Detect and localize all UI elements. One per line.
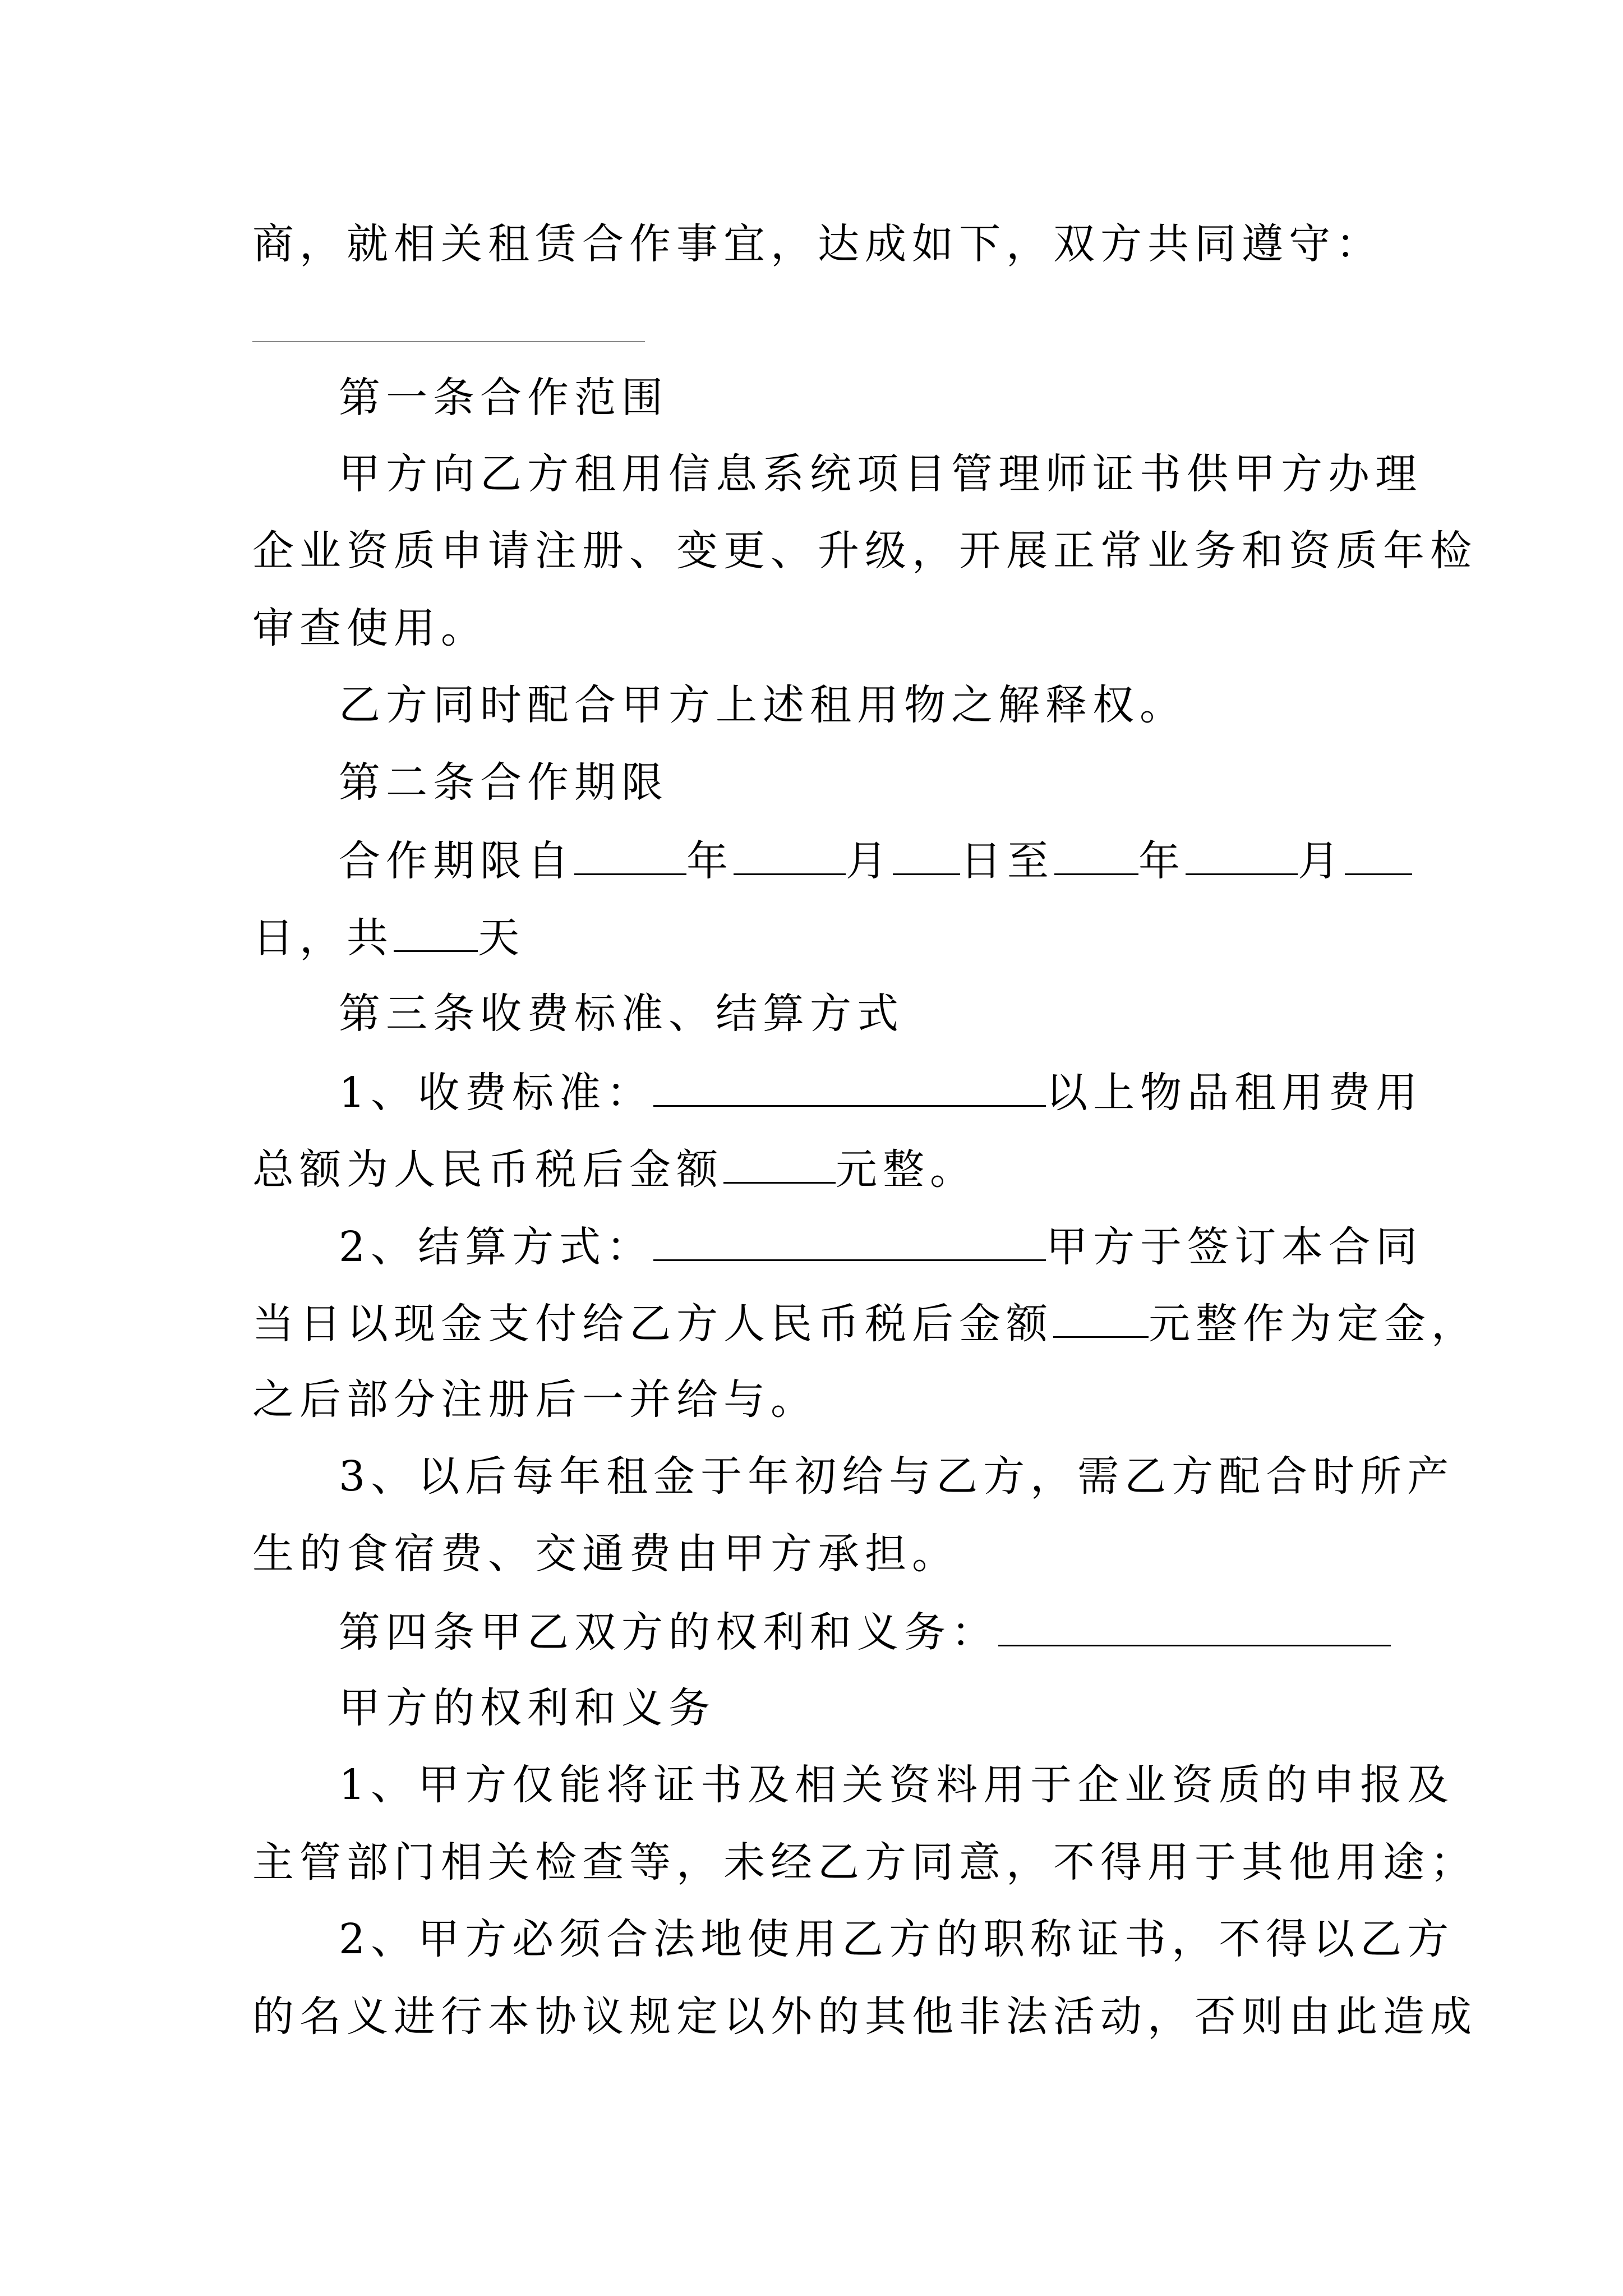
blank-field (1053, 1301, 1149, 1338)
term-text: 年 (1138, 837, 1186, 885)
paragraph-line: 的名义进行本协议规定以外的其他非法活动，否则由此造成 (252, 1993, 1477, 2041)
paragraph-line: 3、以后每年租金于年初给与乙方，需乙方配合时所产 (339, 1452, 1455, 1501)
term-text: 甲方于签订本合同 (1046, 1223, 1423, 1271)
term-text: 合作期限自 (339, 837, 574, 885)
article-4-heading (339, 1608, 1477, 1657)
paragraph-line: 2、甲方必须合法地使用乙方的职称证书，不得以乙方 (339, 1915, 1455, 1963)
term-period-line (339, 837, 1477, 885)
settlement-line (339, 1223, 1477, 1271)
term-text: 总额为人民币税后金额 (252, 1145, 723, 1194)
section-heading: 甲方的权利和义务 (339, 1684, 716, 1732)
fee-standard-line (339, 1069, 1477, 1117)
blank-field (394, 915, 478, 952)
paragraph-line: 主管部门相关检查等，未经乙方同意，不得用于其他用途； (252, 1838, 1477, 1887)
article-2-heading: 第二条合作期限 (339, 758, 668, 807)
term-text: 2、结算方式： (339, 1223, 654, 1271)
fee-standard-line (252, 1145, 1391, 1194)
term-text: 日至 (960, 837, 1054, 885)
term-text: 1、收费标准： (339, 1069, 654, 1117)
article-3-heading: 第三条收费标准、结算方式 (339, 990, 904, 1038)
blank-field (893, 839, 960, 875)
article-1-heading: 第一条合作范围 (339, 374, 668, 422)
term-text: 月 (846, 837, 893, 885)
term-text: 当日以现金支付给乙方人民币税后金额 (252, 1300, 1053, 1348)
blank-field (653, 1225, 1046, 1261)
term-text: 元整。 (836, 1145, 977, 1194)
term-text: 月 (1298, 837, 1345, 885)
term-text: 日，共 (252, 914, 394, 962)
term-text: 元整作为定金， (1149, 1300, 1478, 1348)
paragraph-line: 之后部分注册后一并给与。 (252, 1375, 818, 1424)
paragraph-line: 乙方同时配合甲方上述租用物之解释权。 (339, 681, 1187, 729)
term-text: 天 (478, 914, 525, 962)
paragraph-line: 1、甲方仅能将证书及相关资料用于企业资质的申报及 (339, 1761, 1455, 1809)
blank-field (998, 1610, 1391, 1646)
separator-rule (252, 341, 645, 342)
paragraph-line: 生的食宿费、交通费由甲方承担。 (252, 1530, 959, 1578)
paragraph-line: 甲方向乙方租用信息系统项目管理师证书供甲方办理 (339, 450, 1422, 498)
term-text: 年 (686, 837, 734, 885)
term-text: 以上物品租用费用 (1046, 1069, 1423, 1117)
blank-field (1186, 839, 1298, 875)
term-text: 第四条甲乙双方的权利和义务： (339, 1608, 998, 1657)
blank-field (574, 839, 686, 875)
paragraph-line: 商，就相关租赁合作事宜，达成如下，双方共同遵守： (252, 220, 1383, 268)
blank-field (1345, 839, 1412, 875)
paragraph-line: 企业资质申请注册、变更、升级，开展正常业务和资质年检 (252, 527, 1477, 575)
blank-field (734, 839, 846, 875)
blank-field (723, 1147, 836, 1184)
term-period-line (252, 914, 1391, 962)
blank-field (653, 1070, 1046, 1107)
paragraph-line: 审查使用。 (252, 604, 488, 652)
settlement-line (252, 1300, 1478, 1348)
blank-field (1054, 839, 1138, 875)
